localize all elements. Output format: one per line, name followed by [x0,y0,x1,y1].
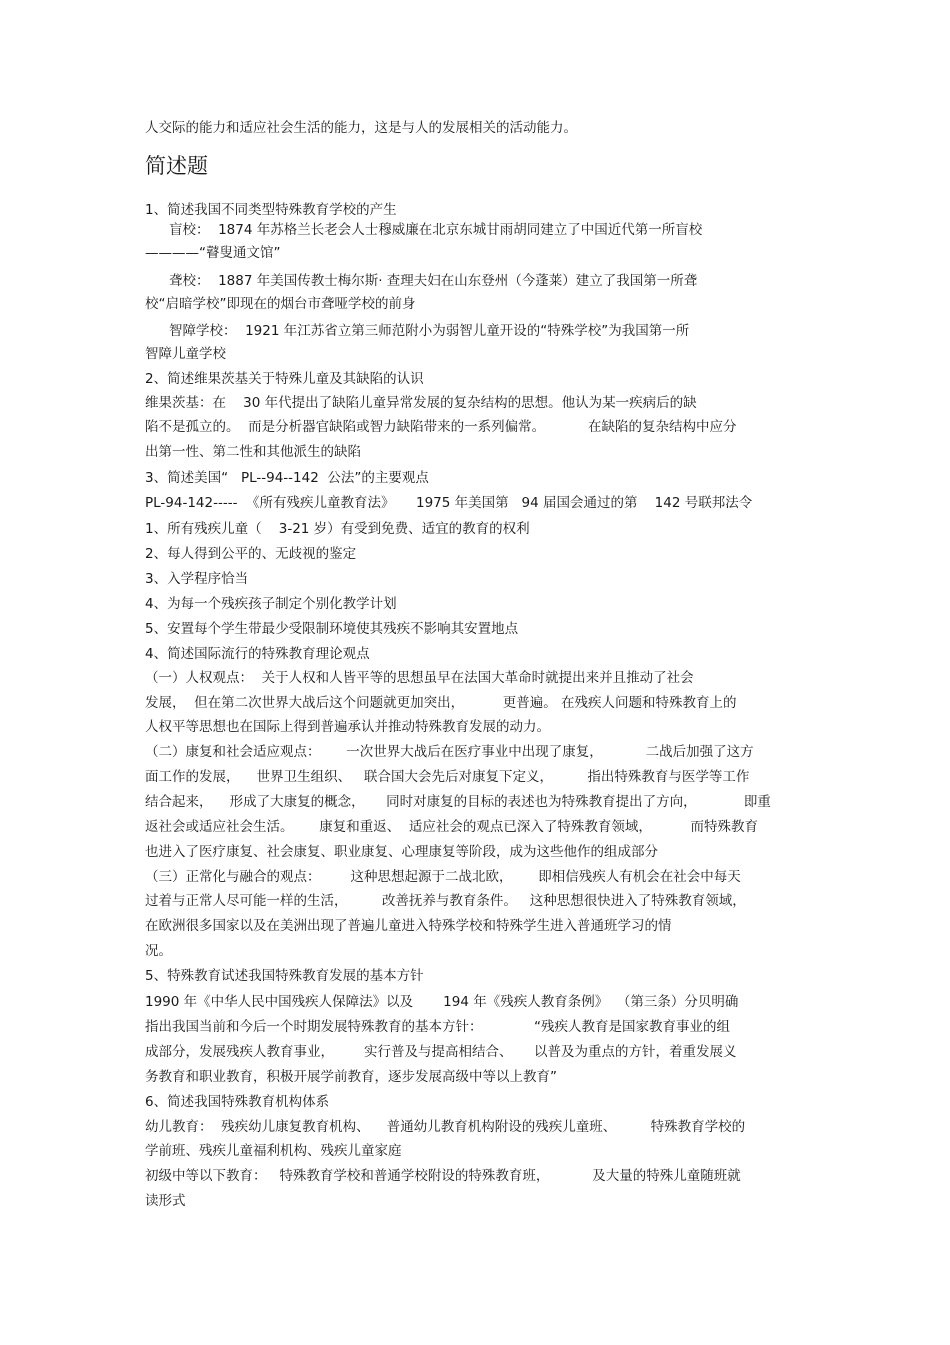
question-5-title: 5、特殊教育试述我国特殊教育发展的基本方针 [145,968,424,984]
q4-b-line-2: 面工作的发展， 世界卫生组织、 联合国大会先后对康复下定义， 指出特殊教育与医学等工作 [145,769,750,785]
q6-line-3: 初级中等以下教育： 特殊教育学校和普通学校附设的特殊教育班， 及大量的特殊儿童随班就 [145,1168,741,1184]
q1-mental-line-1: 智障学校： 1921 年江苏省立第三师范附小为弱智儿童开设的“特殊学校”为我国第一所 [169,323,690,339]
q6-line-4: 读形式 [145,1193,186,1209]
q2-line-3: 出第一性、第二性和其他派生的缺陷 [145,444,361,460]
q3-point-1: 1、所有残疾儿童（ 3-21 岁）有受到免费、适宜的教育的权利 [145,521,530,537]
q4-b-line-3: 结合起来， 形成了大康复的概念， 同时对康复的目标的表述也为特殊教育提出了方向， 即重 [145,794,771,810]
q4-b-line-1: （二）康复和社会适应观点： 一次世界大战后在医疗事业中出现了康复， 二战后加强了这方 [145,744,754,760]
q4-a-line-3: 人权平等思想也在国际上得到普遍承认并推动特殊教育发展的动力。 [145,719,550,735]
question-3-title: 3、简述美国“ PL--94--142 公法”的主要观点 [145,470,429,486]
q1-deaf-line-2: 校“启暗学校”即现在的烟台市聋哑学校的前身 [145,296,416,312]
q5-line-1: 1990 年《中华人民中国残疾人保障法》以及 194 年《残疾人教育条例》 （第三条）分贝明确 [145,994,739,1010]
q4-a-line-2: 发展， 但在第二次世界大战后这个问题就更加突出， 更普遍。 在残疾人问题和特殊教育上的 [145,695,737,711]
q5-line-3: 成部分，发展残疾人教育事业， 实行普及与提高相结合、 以普及为重点的方针，着重发展义 [145,1044,737,1060]
question-2-title: 2、简述维果茨基关于特殊儿童及其缺陷的认识 [145,371,424,387]
question-4-title: 4、简述国际流行的特殊教育理论观点 [145,646,370,662]
q3-point-4: 4、为每一个残疾孩子制定个别化教学计划 [145,596,397,612]
intro-paragraph: 人交际的能力和适应社会生活的能力，这是与人的发展相关的活动能力。 [145,120,577,136]
q2-line-1: 维果茨基：在 30 年代提出了缺陷儿童异常发展的复杂结构的思想。他认为某一疾病后的缺 [145,395,697,411]
q4-b-line-4: 返社会或适应社会生活。 康复和重返、 适应社会的观点已深入了特殊教育领域， 而特殊教育 [145,819,758,835]
question-1-title: 1、简述我国不同类型特殊教育学校的产生 [145,202,397,218]
section-title: 简述题 [145,154,208,178]
q5-line-4: 务教育和职业教育，积极开展学前教育，逐步发展高级中等以上教育” [145,1069,557,1085]
q1-blind-line-2: ————“瞽叟通文馆” [145,245,281,261]
q2-line-2: 陷不是孤立的。 而是分析器官缺陷或智力缺陷带来的一系列偏常。 在缺陷的复杂结构中应分 [145,419,737,435]
q3-line-1: PL-94-142----- 《所有残疾儿童教育法》 1975 年美国第 94 届国会通过的第 142 号联邦法令 [145,495,753,511]
q3-point-2: 2、每人得到公平的、无歧视的鉴定 [145,546,357,562]
q5-line-2: 指出我国当前和今后一个时期发展特殊教育的基本方针： “残疾人教育是国家教育事业的组 [145,1019,730,1035]
q1-blind-line-1: 盲校： 1874 年苏格兰长老会人士穆威廉在北京东城甘雨胡同建立了中国近代第一所盲校 [169,222,703,238]
q4-a-line-1: （一）人权观点： 关于人权和人皆平等的思想虽早在法国大革命时就提出来并且推动了社会 [145,670,694,686]
q4-b-line-5: 也进入了医疗康复、社会康复、职业康复、心理康复等阶段，成为这些他作的组成部分 [145,844,658,860]
q3-point-3: 3、入学程序恰当 [145,571,249,587]
q4-c-line-4: 况。 [145,943,172,959]
q6-line-2: 学前班、残疾儿童福利机构、残疾儿童家庭 [145,1143,402,1159]
q1-deaf-line-1: 聋校： 1887 年美国传教士梅尔斯· 查理夫妇在山东登州（今蓬莱）建立了我国第一所聋 [169,273,698,289]
q6-line-1: 幼儿教育： 残疾幼儿康复教育机构、 普通幼儿教育机构附设的残疾儿童班、 特殊教育学校的 [145,1119,746,1135]
question-6-title: 6、简述我国特殊教育机构体系 [145,1094,330,1110]
q4-c-line-3: 在欧洲很多国家以及在美洲出现了普遍儿童进入特殊学校和特殊学生进入普通班学习的情 [145,918,672,934]
q4-c-line-2: 过着与正常人尽可能一样的生活， 改善抚养与教育条件。 这种思想很快进入了特殊教育领域， [145,893,746,909]
q3-point-5: 5、安置每个学生带最少受限制环境使其残疾不影响其安置地点 [145,621,519,637]
q1-mental-line-2: 智障儿童学校 [145,346,226,362]
q4-c-line-1: （三）正常化与融合的观点： 这种思想起源于二战北欧， 即相信残疾人有机会在社会中每天 [145,869,741,885]
